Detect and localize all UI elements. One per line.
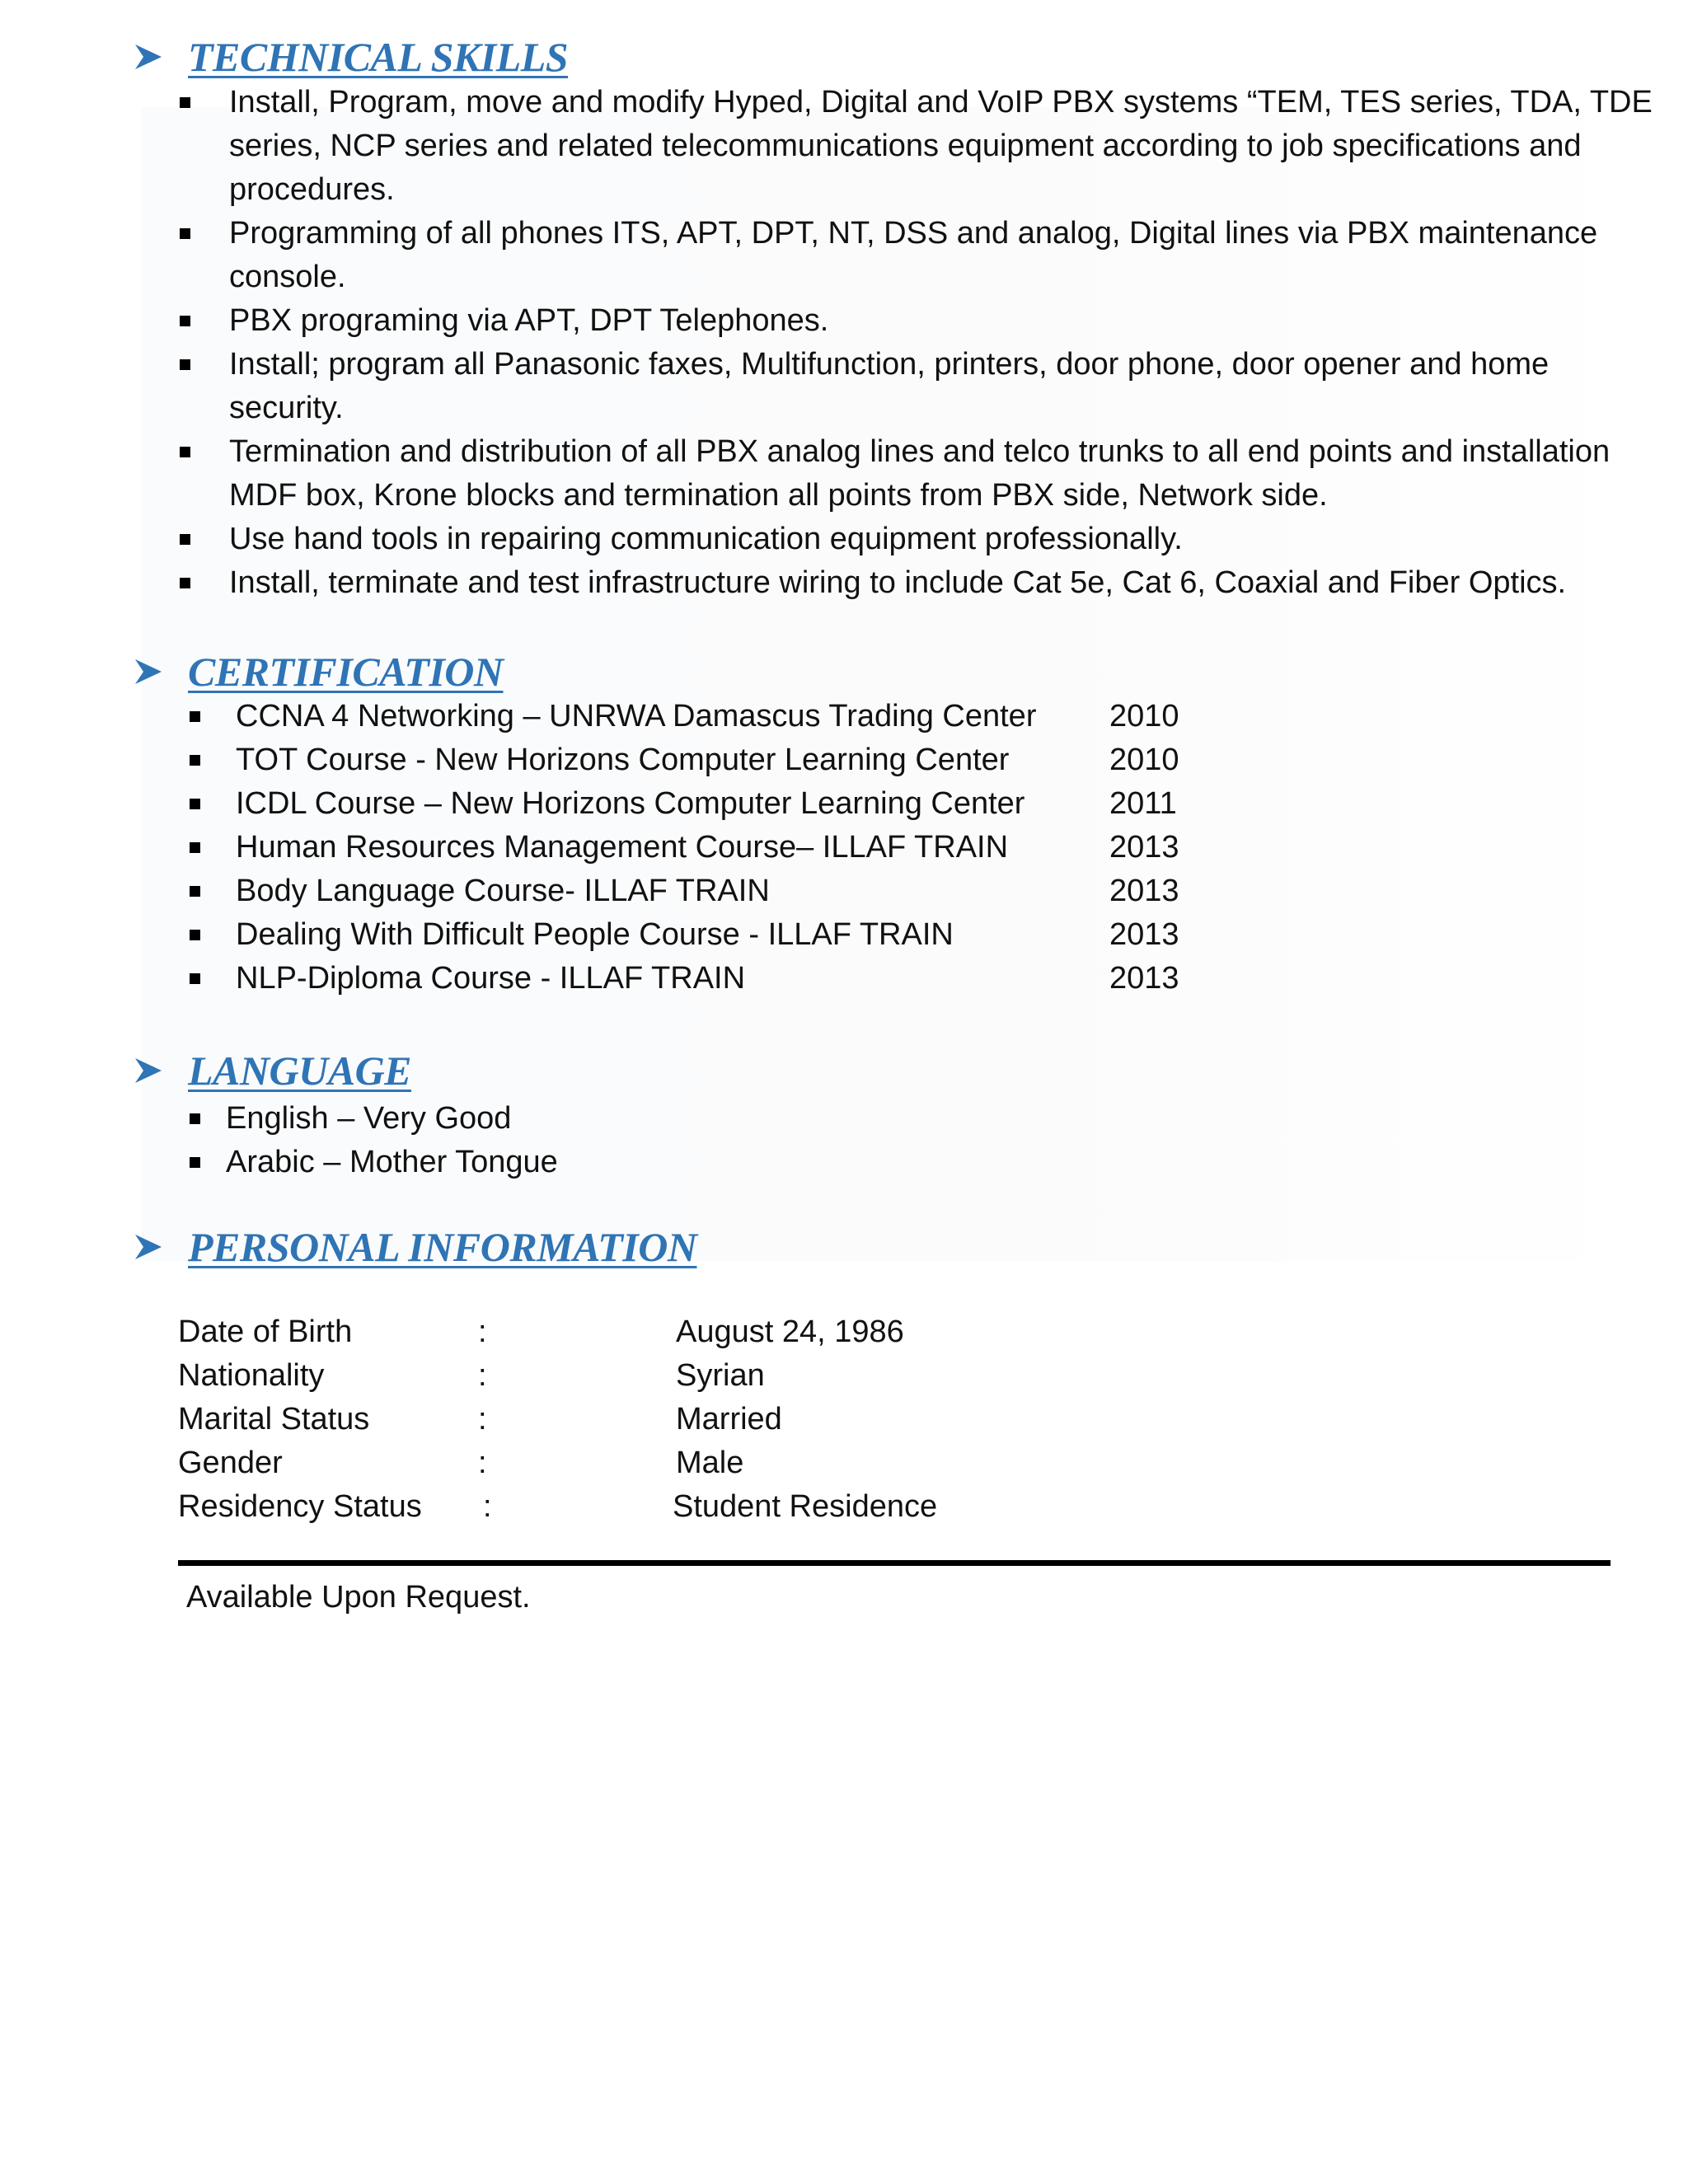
arrow-bullet-icon xyxy=(132,1232,165,1262)
certificate-name: ICDL Course – New Horizons Computer Learning Center xyxy=(236,786,1025,821)
list-item xyxy=(236,826,1208,869)
square-bullet-icon xyxy=(190,711,200,722)
list-item: Termination and distribution of all PBX analog lines and telco trunks to all end points and installation MDF box, Krone blocks and termination all points from PBX side, Network side. xyxy=(229,430,1663,518)
field-label: Residency Status xyxy=(178,1489,422,1524)
field-value: Syrian xyxy=(676,1358,765,1393)
square-bullet-icon xyxy=(190,886,200,897)
list-item: English – Very Good xyxy=(226,1097,558,1141)
field-value: Male xyxy=(676,1446,744,1480)
list-item xyxy=(236,738,1208,782)
square-bullet-icon xyxy=(190,842,200,853)
field-separator: : xyxy=(478,1402,487,1436)
certificate-year: 2010 xyxy=(1109,743,1179,777)
field-value: Married xyxy=(676,1402,782,1436)
certificate-name: Human Resources Management Course– ILLAF TRAIN xyxy=(236,830,1009,865)
field-separator: : xyxy=(478,1446,487,1480)
arrow-bullet-icon xyxy=(132,657,165,687)
list-item: Use hand tools in repairing communication equipment professionally. xyxy=(229,518,1663,561)
technical-skills-list xyxy=(229,81,1663,605)
list-item: Arabic – Mother Tongue xyxy=(226,1141,558,1184)
certificate-name: Dealing With Difficult People Course - ILLAF TRAIN xyxy=(236,917,954,952)
square-bullet-icon xyxy=(180,534,190,545)
certificate-name: NLP-Diploma Course - ILLAF TRAIN xyxy=(236,961,746,996)
list-item: Install, terminate and test infrastructure wiring to include Cat 5e, Cat 6, Coaxial and Fiber Optics. xyxy=(229,561,1663,605)
list-item: PBX programing via APT, DPT Telephones. xyxy=(229,299,1663,343)
square-bullet-icon xyxy=(180,97,190,108)
list-item xyxy=(236,869,1208,913)
square-bullet-icon xyxy=(190,755,200,766)
square-bullet-icon xyxy=(180,447,190,457)
certificate-year: 2013 xyxy=(1109,874,1179,908)
list-item xyxy=(236,782,1208,826)
list-item: Install; program all Panasonic faxes, Multifunction, printers, door phone, door opener and home security. xyxy=(229,343,1663,430)
language-list xyxy=(226,1097,558,1184)
certificate-year: 2010 xyxy=(1109,699,1179,733)
square-bullet-icon xyxy=(180,316,190,326)
field-label: Marital Status xyxy=(178,1402,370,1436)
section-header-technical-skills xyxy=(132,28,568,86)
certificate-name: Body Language Course- ILLAF TRAIN xyxy=(236,874,770,908)
field-label: Date of Birth xyxy=(178,1315,353,1349)
section-header-language xyxy=(132,1042,411,1099)
footer-note: Available Upon Request. xyxy=(186,1580,531,1615)
divider xyxy=(178,1560,1611,1566)
certification-list xyxy=(236,695,1208,1001)
certificate-year: 2013 xyxy=(1109,830,1179,865)
square-bullet-icon xyxy=(190,973,200,984)
table-row xyxy=(178,1485,937,1529)
certificate-name: CCNA 4 Networking – UNRWA Damascus Trading Center xyxy=(236,699,1037,733)
square-bullet-icon xyxy=(190,1157,200,1168)
arrow-bullet-icon xyxy=(132,1056,165,1085)
section-header-personal-information xyxy=(132,1218,696,1276)
section-header-certification xyxy=(132,643,504,701)
certificate-year: 2013 xyxy=(1109,917,1179,952)
field-value: August 24, 1986 xyxy=(676,1315,904,1349)
table-row xyxy=(178,1398,937,1441)
section-title: CERTIFICATION xyxy=(188,649,504,695)
table-row xyxy=(178,1354,937,1398)
list-item xyxy=(236,957,1208,1001)
field-separator: : xyxy=(478,1358,487,1393)
field-label: Gender xyxy=(178,1446,283,1480)
square-bullet-icon xyxy=(190,799,200,809)
list-item xyxy=(236,913,1208,957)
square-bullet-icon xyxy=(190,1113,200,1124)
section-title: PERSONAL INFORMATION xyxy=(188,1224,697,1270)
certificate-year: 2011 xyxy=(1109,786,1177,821)
field-label: Nationality xyxy=(178,1358,325,1393)
table-row xyxy=(178,1441,937,1485)
square-bullet-icon xyxy=(180,578,190,588)
field-separator: : xyxy=(483,1489,492,1524)
list-item: Programming of all phones ITS, APT, DPT, NT, DSS and analog, Digital lines via PBX maintenance console. xyxy=(229,212,1663,299)
list-item: Install, Program, move and modify Hyped, Digital and VoIP PBX systems “TEM, TES series, TDA, TDE series, NCP series and related telecommunications equipment according to job specifications and procedures. xyxy=(229,81,1663,212)
section-title: TECHNICAL SKILLS xyxy=(188,34,569,80)
personal-info-table xyxy=(178,1310,937,1529)
certificate-year: 2013 xyxy=(1109,961,1179,996)
table-row xyxy=(178,1310,937,1354)
section-title: LANGUAGE xyxy=(188,1047,412,1094)
field-value: Student Residence xyxy=(673,1489,938,1524)
certificate-name: TOT Course - New Horizons Computer Learning Center xyxy=(236,743,1010,777)
field-separator: : xyxy=(478,1315,487,1349)
square-bullet-icon xyxy=(180,359,190,370)
square-bullet-icon xyxy=(190,930,200,940)
list-item xyxy=(236,695,1208,738)
square-bullet-icon xyxy=(180,228,190,239)
arrow-bullet-icon xyxy=(132,42,165,72)
